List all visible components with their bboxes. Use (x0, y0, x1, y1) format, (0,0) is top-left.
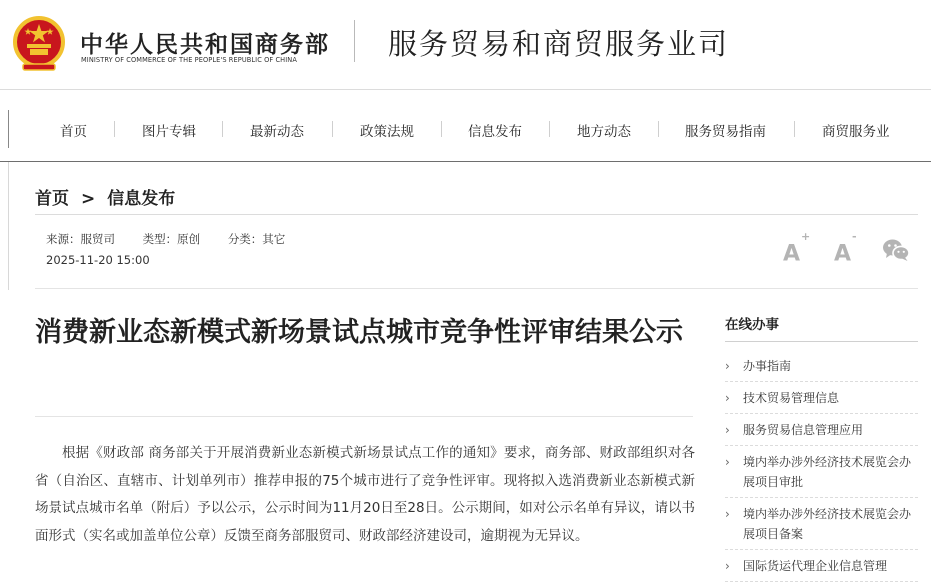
sidebar-item-guide[interactable] (725, 350, 918, 382)
sidebar-item-label[interactable]: 办事指南 (743, 359, 792, 373)
title-rule (35, 416, 693, 417)
nav-item-policies[interactable]: 政策法规 (360, 124, 414, 140)
article-paragraph: 根据《财政部 商务部关于开展消费新业态新模式新场景试点工作的通知》要求，商务部、财政部组织对各省（自治区、直辖市、计划单列市）推荐申报的75个城市进行了竞争性评审。现将拟入选消费新业态新模式新场景试点城市名单（附后）予以公示，公示时间为11月20日至28日。公示期间，如对公示名单有异议，请以书面形式（实名或加盖单位公章）反馈至商务部服贸司、财政部经济建设司，逾期视为无异议。 (35, 445, 695, 544)
meta-rule (35, 288, 918, 289)
breadcrumb-home[interactable]: 首页 (35, 189, 69, 209)
breadcrumb-separator: > (81, 189, 96, 209)
sidebar-item-label[interactable]: 技术贸易管理信息 (743, 391, 840, 405)
article-meta (46, 231, 309, 247)
font-smaller-sup: - (852, 230, 857, 243)
nav-item-commerce-services[interactable]: 商贸服务业 (822, 124, 890, 140)
ministry-name-en: MINISTRY OF COMMERCE OF THE PEOPLE'S REPUBLIC OF CHINA (81, 56, 297, 64)
font-larger-label: A (783, 241, 801, 267)
nav-left-divider (8, 110, 9, 148)
wechat-icon (882, 238, 910, 262)
nav-item-info-release[interactable]: 信息发布 (468, 124, 522, 140)
chevron-right-icon: › (725, 455, 730, 469)
meta-category: 分类：其它 (227, 232, 286, 246)
left-rail-divider (8, 162, 9, 290)
wechat-share-button[interactable] (882, 238, 910, 262)
meta-type: 类型：原创 (142, 232, 201, 246)
sidebar-item-tech-trade[interactable] (725, 382, 918, 414)
sidebar-rule (725, 341, 918, 342)
sidebar-item-label[interactable]: 境内举办涉外经济技术展览会办展项目审批 (743, 455, 912, 489)
breadcrumb (35, 184, 175, 209)
emblem-icon (11, 14, 67, 74)
sidebar-item-label[interactable]: 国际货运代理企业信息管理 (743, 559, 888, 573)
sidebar-title: 在线办事 (725, 317, 779, 333)
nav-separator (441, 121, 442, 137)
nav-separator (222, 121, 223, 137)
meta-date: 2025-11-20 15:00 (46, 253, 150, 267)
chevron-right-icon: › (725, 559, 730, 573)
ministry-name-cn[interactable]: 中华人民共和国商务部 (80, 32, 330, 58)
chevron-right-icon: › (725, 391, 730, 405)
article-title: 消费新业态新模式新场景试点城市竞争性评审结果公示 (35, 317, 683, 348)
font-larger-button[interactable] (783, 230, 811, 267)
sidebar-item-label[interactable]: 境内举办涉外经济技术展览会办展项目备案 (743, 507, 912, 541)
chevron-right-icon: › (725, 359, 730, 373)
sidebar-item-exhibition-approval[interactable] (725, 446, 918, 498)
sidebar-item-label[interactable]: 服务贸易信息管理应用 (743, 423, 864, 437)
header-divider (354, 20, 355, 62)
chevron-right-icon: › (725, 423, 730, 437)
main-nav (0, 90, 931, 162)
breadcrumb-current[interactable]: 信息发布 (107, 189, 176, 209)
font-larger-sup: + (801, 230, 811, 243)
nav-separator (794, 121, 795, 137)
nav-separator (549, 121, 550, 137)
national-emblem-logo[interactable] (11, 14, 67, 74)
nav-item-photo-albums[interactable]: 图片专辑 (142, 124, 196, 140)
nav-separator (332, 121, 333, 137)
nav-item-local-news[interactable]: 地方动态 (577, 124, 631, 140)
sidebar-list (725, 350, 918, 582)
nav-separator (658, 121, 659, 137)
font-smaller-button[interactable] (834, 230, 857, 267)
chevron-right-icon: › (725, 507, 730, 521)
breadcrumb-rule (35, 214, 918, 215)
sidebar-item-service-trade-app[interactable] (725, 414, 918, 446)
nav-item-latest-news[interactable]: 最新动态 (250, 124, 304, 140)
nav-item-home[interactable]: 首页 (60, 124, 87, 140)
sidebar-item-freight-forwarding[interactable] (725, 550, 918, 582)
font-smaller-label: A (834, 241, 852, 267)
site-header (0, 0, 931, 90)
meta-source: 来源：服贸司 (46, 232, 115, 246)
nav-separator (114, 121, 115, 137)
sidebar-item-exhibition-filing[interactable] (725, 498, 918, 550)
department-name[interactable]: 服务贸易和商贸服务业司 (388, 27, 730, 61)
nav-item-trade-guide[interactable]: 服务贸易指南 (685, 124, 766, 140)
